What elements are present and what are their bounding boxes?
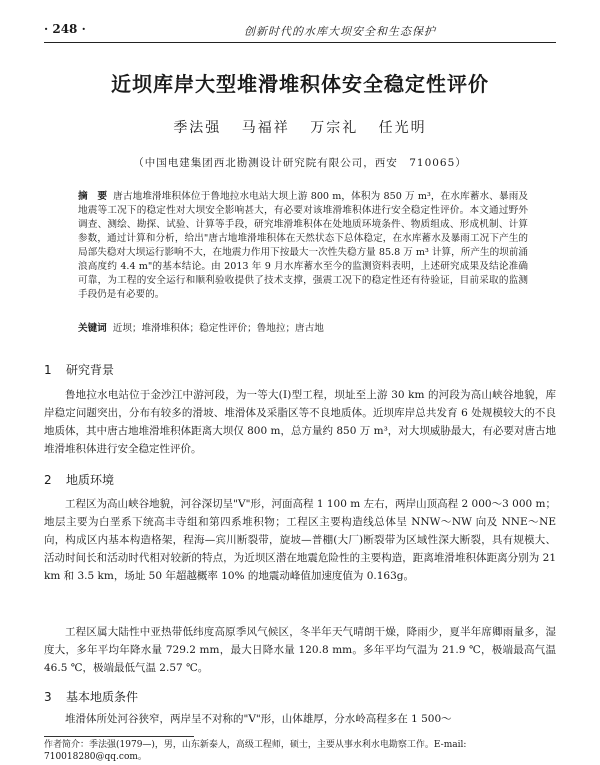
author: 季法强 [173, 120, 222, 136]
section-title: 地质环境 [66, 473, 115, 487]
body-paragraph: 堆滑体所处河谷狭窄，两岸呈不对称的"V"形，山体雄厚，分水岭高程多在 1 500～ [65, 713, 452, 725]
author-list [0, 117, 600, 137]
section-title: 基本地质条件 [66, 690, 139, 704]
page-header [44, 20, 556, 43]
author: 任光明 [378, 120, 427, 136]
body-paragraph: 鲁地拉水电站位于金沙江中游河段，为一等大(Ⅰ)型工程，坝址至上游 30 km 的河段为高山峡谷地貌，库岸稳定问题突出，分布有较多的滑坡、堆滑体及采脂区等不良地质体。近坝库岸总共发育 6 处规模较大的不良地质体，其中唐古地堆滑堆积体距离大坝仅 800 m，总方量约 850 万 m³，对大坝威胁最大，有必要对唐古地堆滑堆积体进行安全稳定性评价。 [44, 389, 556, 455]
author: 马福祥 [241, 120, 290, 136]
section-number: 1 [44, 363, 52, 377]
page-number: · 248 · [44, 22, 86, 36]
keywords [78, 322, 528, 336]
footnote-divider [44, 736, 194, 737]
keywords-text: 近坝；堆滑堆积体；稳定性评价；鲁地拉；唐古地 [112, 323, 324, 334]
author-footnote: 作者简介：季法强(1979—)，男，山东新泰人，高级工程师，硕士，主要从事水利水电勘察工作。E-mail: 710018280@qq.com。 [44, 740, 467, 762]
body-paragraph: 工程区属大陆性中亚热带低纬度高原季风气候区，冬半年天气晴朗干燥，降雨少，夏半年席卿雨量多，湿度大，多年平均年降水量 729.2 mm，最大日降水量 120.8 mm。多年平均气温为 21.9 ℃，极端最高气温 46.5 ℃，极端最低气温 2.57 ℃。 [44, 626, 556, 674]
section-heading-1 [44, 361, 114, 378]
abstract-text: 唐古地堆滑堆积体位于鲁地拉水电站大坝上游 800 m，体积为 850 万 m³，在水库蓄水、暴雨及地震等工况下的稳定性对大坝安全影响甚大，有必要对该堆滑堆积体进行安全稳定性评价。本文通过野外调查、测绘、勘探、试验、计算等手段，研究堆滑堆积体在处地质环境条件、物质组成、形成机制、计算参数，通过计算和分析，给出"唐古地堆滑堆积体在天然状态下总体稳定，在水库蓄水及暴雨工况下产生的局部失稳对大坝运行影响不大，在地震力作用下按最大一次性失稳方量 85.8 万 m³ 计算，所产生的坝前涌浪高度约 4.4 m"的基本结论。由 2013 年 9 月水库蓄水至今的监测资料表明，上述研究成果及结论准确可靠，为工程的安全运行和顺利验收提供了技术支撑，强震工况下的稳定性还有待验证，目前采取的监测手段仍是有必要的。 [78, 191, 529, 300]
body-paragraph: 工程区为高山峡谷地貌，河谷深切呈"V"形，河面高程 1 100 m 左右，两岸山顶高程 2 000～3 000 m；地层主要为白垩系下统高丰寺组和第四系堆积物；工程区主要构造线总体呈 NNW～NW 向及 NNE～NE 向，构成区内基本构造格架，程海—宾川断裂带，旋坡—普棚(大厂)断裂带为区域性深大断裂，具有规模大、活动时间长和活动时代相对较新的特点，为近坝区潜在地震危险性的主要构造，距离堆滑堆积体距离分别为 21 km 和 3.5 km，场址 50 年超越概率 10% 的地震动峰值加速度值为 0.163g。 [44, 498, 556, 582]
section-number: 2 [44, 473, 52, 487]
abstract-label: 摘 要 [78, 191, 108, 202]
author: 万宗礼 [310, 120, 359, 136]
abstract [78, 190, 528, 302]
affiliation: （中国电建集团西北勘测设计研究院有限公司，西安 710065） [133, 157, 467, 169]
keywords-label: 关键词 [78, 323, 107, 334]
section-heading-3 [44, 688, 138, 705]
running-title: 创新时代的水库大坝安全和生态保护 [244, 25, 436, 38]
article-title: 近坝库岸大型堆滑堆积体安全稳定性评价 [111, 72, 489, 96]
section-title: 研究背景 [66, 363, 115, 377]
section-number: 3 [44, 690, 52, 704]
section-heading-2 [44, 471, 114, 488]
